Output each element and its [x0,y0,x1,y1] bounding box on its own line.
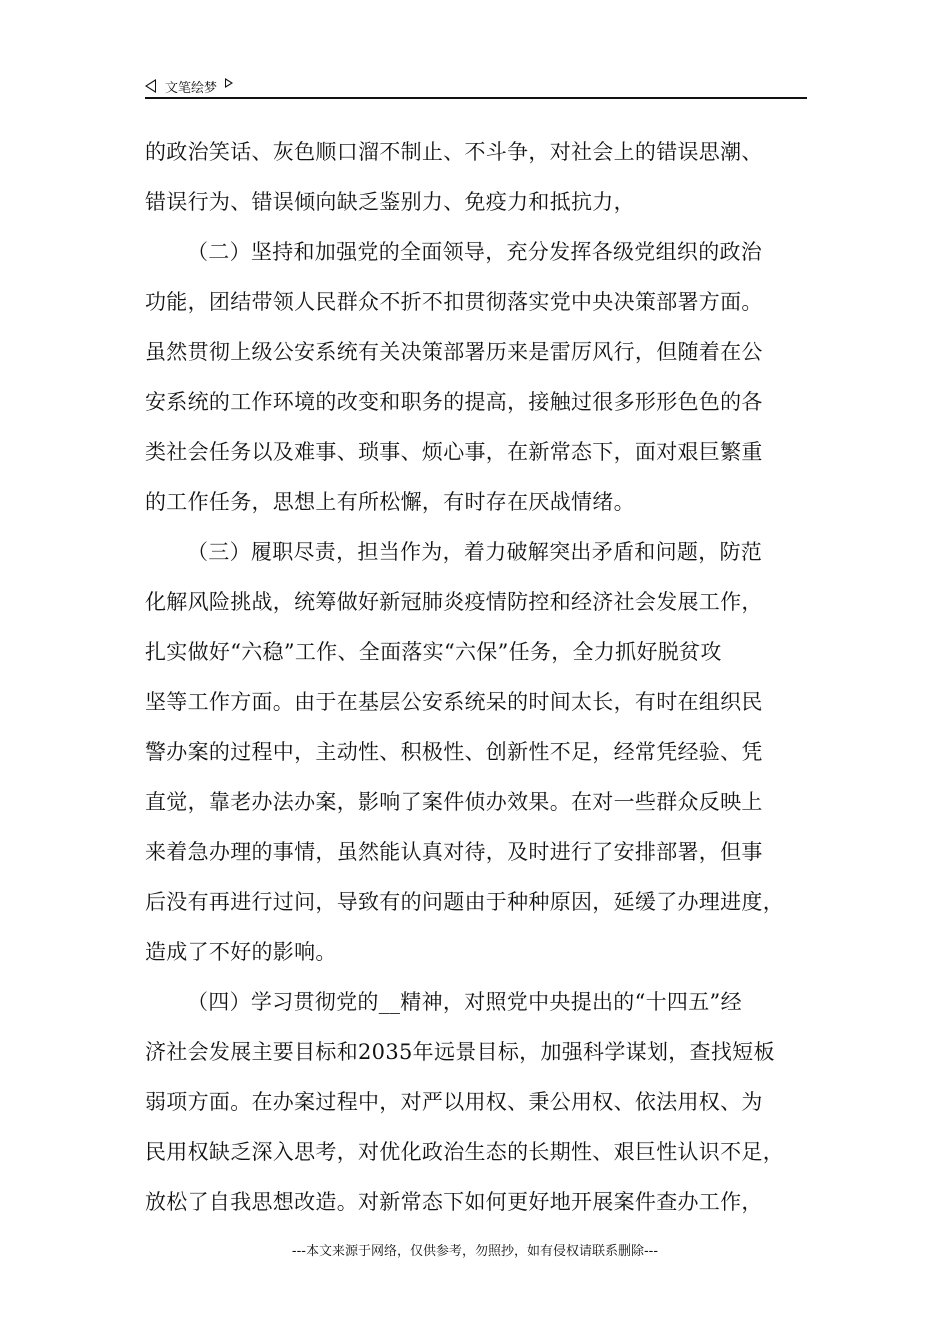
text-line: 类社会任务以及难事、琐事、烦心事，在新常态下，面对艰巨繁重 [145,440,763,464]
text-line: 功能，团结带领人民群众不折不扣贯彻落实党中央决策部署方面。 [145,290,763,314]
triangle-left-icon [145,79,156,93]
text-line: 的工作任务，思想上有所松懈，有时存在厌战情绪。 [145,490,635,514]
document-body [145,127,807,1227]
header-divider [145,97,807,99]
text-line: 安系统的工作环境的改变和职务的提高，接触过很多形形色色的各 [145,390,763,414]
text-line: 直觉，靠老办法办案，影响了案件侦办效果。在对一些群众反映上 [145,790,763,814]
text-line: 后没有再进行过问，导致有的问题由于种种原因，延缓了办理进度， [145,890,784,914]
text-line: 的政治笑话、灰色顺口溜不制止、不斗争，对社会上的错误思潮、 [145,140,763,164]
footer-disclaimer: ---本文来源于网络，仅供参考，勿照抄，如有侵权请联系删除--- [291,1244,659,1259]
header-brand: 文笔绘梦 [165,80,218,96]
text-line: 来着急办理的事情，虽然能认真对待，及时进行了安排部署，但事 [145,840,763,864]
text-line: 扎实做好“六稳”工作、全面落实“六保”任务，全力抓好脱贫攻 [145,640,722,664]
triangle-right-icon [225,78,233,88]
paragraph-start-line: （四）学习贯彻党的__精神，对照党中央提出的“十四五”经 [187,990,742,1014]
text-line: 错误行为、错误倾向缺乏鉴别力、免疫力和抵抗力， [145,190,635,214]
text-line: 放松了自我思想改造。对新常态下如何更好地开展案件查办工作， [145,1190,763,1214]
text-line: 济社会发展主要目标和2035年远景目标，加强科学谋划，查找短板 [145,1040,775,1064]
text-line: 化解风险挑战，统筹做好新冠肺炎疫情防控和经济社会发展工作， [145,590,763,614]
text-line: 虽然贯彻上级公安系统有关决策部署历来是雷厉风行，但随着在公 [145,340,763,364]
text-line: 坚等工作方面。由于在基层公安系统呆的时间太长，有时在组织民 [145,690,763,714]
text-line: 警办案的过程中，主动性、积极性、创新性不足，经常凭经验、凭 [145,740,763,764]
page-header [145,74,807,98]
paragraph-start-line: （三）履职尽责，担当作为，着力破解突出矛盾和问题，防范 [187,540,763,564]
paragraph-start-line: （二）坚持和加强党的全面领导，充分发挥各级党组织的政治 [187,240,763,264]
text-line: 弱项方面。在办案过程中，对严以用权、秉公用权、依法用权、为 [145,1090,763,1114]
text-line: 造成了不好的影响。 [145,940,337,964]
text-line: 民用权缺乏深入思考，对优化政治生态的长期性、艰巨性认识不足， [145,1140,784,1164]
